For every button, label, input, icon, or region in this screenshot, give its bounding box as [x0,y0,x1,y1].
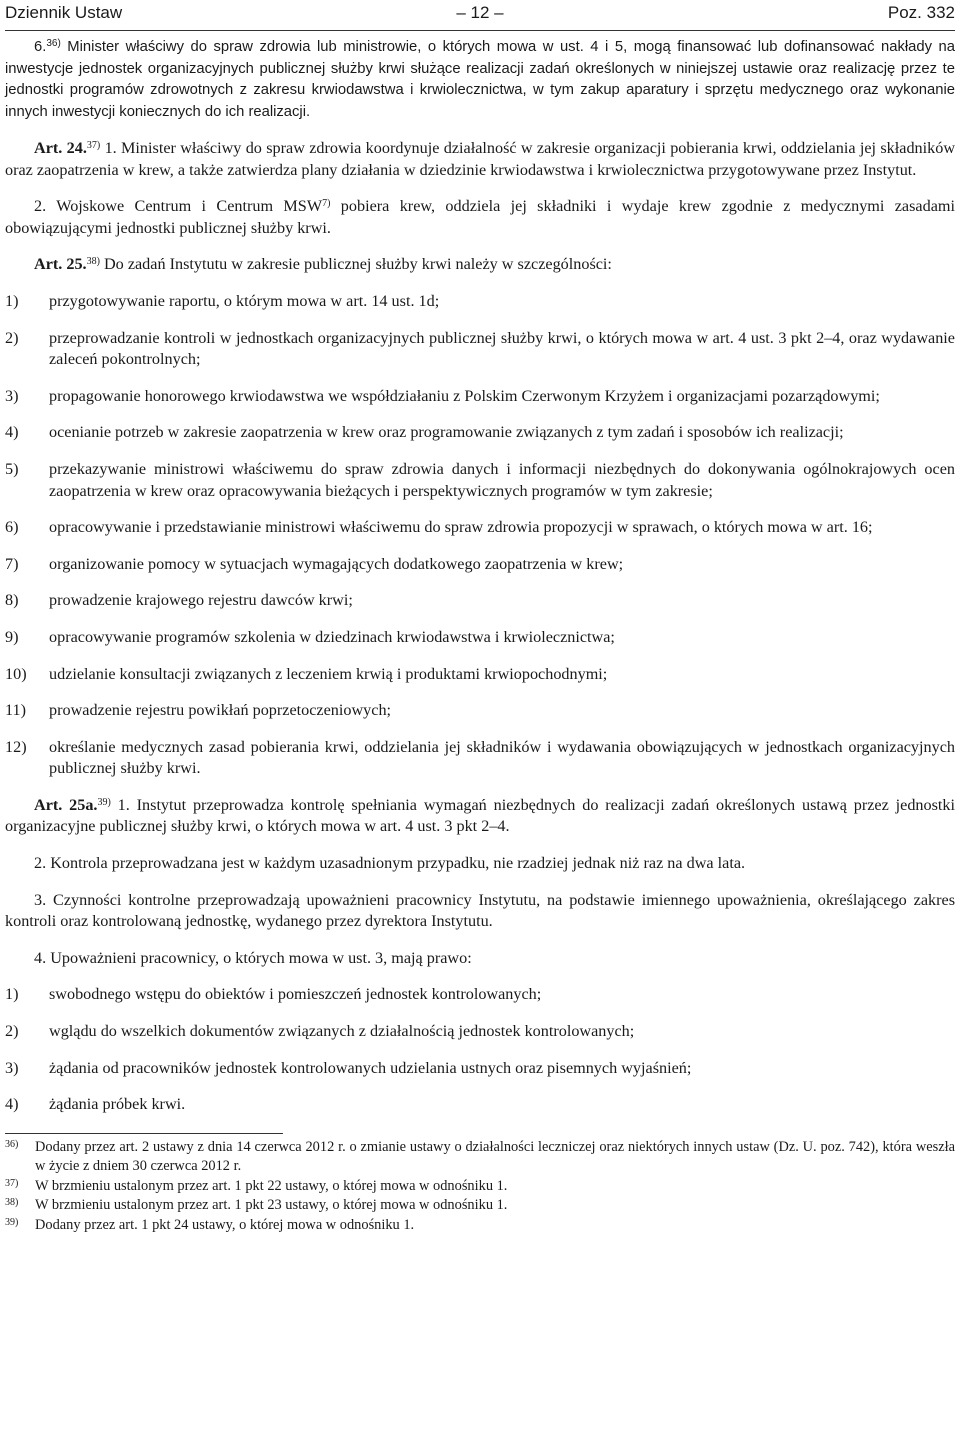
item-text: prowadzenie krajowego rejestru dawców krwi; [49,591,353,610]
item-text: przekazywanie ministrowi właściwemu do spraw zdrowia danych i informacji niezbędnych do dokonywania ogólnokrajowych ocen zaopatrzenia w krew oraz opracowywania bieżących i perspektywicznych programów w tym zakresie; [49,459,955,500]
item-text: określanie medycznych zasad pobierania krwi, oddzielania jej składników i wydawania obowiązujących w jednostkach organizacyjnych publicznej służby krwi. [49,737,955,778]
article-25a-para-1 [5,795,955,838]
document-body [5,31,955,1235]
footnote-ref: 37) [86,140,101,151]
article-25a-para-3: 3. Czynności kontrolne przeprowadzają upoważnieni pracownicy Instytutu, na podstawie imiennego upoważnienia, określającego zakres kontroli oraz kontrolowaną jednostkę, wydanego przez dyrektora Instytutu. [5,890,955,931]
list-item [5,459,955,502]
paragraph-text: pobiera krew, oddziela jej składniki i wydaje krew zgodnie z medycznymi zasadami obowiązującymi jednostki publicznej służby krwi. [5,197,955,237]
footnotes [5,1138,955,1236]
paragraph-number: 6. [34,39,47,55]
item-text: propagowanie honorowego krwiodawstwa we współdziałaniu z Polskim Czerwonym Krzyżem i organizacjami pozarządowymi; [49,386,880,405]
item-number: 10) [5,664,27,683]
article-label: Art. 24. [34,139,87,157]
item-text: opracowywanie i przedstawianie ministrowi właściwemu do spraw zdrowia propozycji w sprawach, o których mowa w art. 16; [49,518,873,537]
list-item [5,984,955,1006]
journal-title: Dziennik Ustaw [5,3,123,22]
article-25a-list [5,984,955,1115]
article-25-list [5,291,955,780]
item-number: 4) [5,1095,19,1114]
paragraph-text: Do zadań Instytutu w zakresie publicznej służby krwi należy w szczególności: [99,255,612,274]
footnote-mark: 36) [5,1138,19,1150]
list-item [5,554,955,576]
item-text: swobodnego wstępu do obiektów i pomieszczeń jednostek kontrolowanych; [49,985,542,1004]
item-number: 11) [5,701,26,720]
item-number: 1) [5,985,19,1004]
item-number: 9) [5,627,19,646]
item-text: ocenianie potrzeb w zakresie zaopatrzenia w krew oraz programowanie związanych z tym zadań i sposobów ich realizacji; [49,423,844,442]
footnote-ref: 7) [322,198,331,210]
list-item [5,590,955,612]
article-label: Art. 25a. [34,795,98,814]
item-number: 2) [5,328,19,347]
paragraph-text: 1. Minister właściwy do spraw zdrowia koordynuje działalność w zakresie organizacji pobierania krwi, oddzielania jej składników oraz zaopatrzenia w krew, a także zatwierdza plany działania w dziedzinie krwiodawstwa i krwiolecznictwa przygotowywane przez Instytut. [5,139,956,179]
item-number: 12) [5,737,27,756]
article-25a-para-2: 2. Kontrola przeprowadzana jest w każdym uzasadnionym przypadku, nie rzadziej jednak niż raz na dwa lata. [34,854,746,873]
item-text: żądania próbek krwi. [49,1095,186,1114]
list-item [5,422,955,444]
list-item [5,737,955,780]
page-number: – 12 – [456,3,504,22]
list-item [5,700,955,722]
item-number: 2) [5,1022,19,1041]
footnote [5,1196,955,1216]
footnote-text: Dodany przez art. 1 pkt 24 ustawy, o której mowa w odnośniku 1. [35,1216,415,1233]
list-item [5,291,955,313]
footnote-text: W brzmieniu ustalonym przez art. 1 pkt 22 ustawy, o której mowa w odnośniku 1. [35,1177,508,1194]
list-item [5,386,955,408]
item-text: opracowywanie programów szkolenia w dziedzinach krwiodawstwa i krwiolecznictwa; [49,627,615,646]
article-24-para-2 [5,196,955,239]
footnote-text: Dodany przez art. 2 ustawy z dnia 14 czerwca 2012 r. o zmianie ustawy o działalności leczniczej oraz niektórych innych ustaw (Dz. U. poz. 742), która weszła w życie z dniem 30 czerwca 2012 r. [35,1138,955,1175]
footnote-ref: 36) [46,38,61,49]
item-text: żądania od pracowników jednostek kontrolowanych udzielania ustnych oraz pisemnych wyjaśnień; [49,1058,692,1077]
article-label: Art. 25. [34,255,87,274]
footnote-mark: 37) [5,1177,19,1189]
footnote-mark: 38) [5,1197,19,1209]
item-number: 1) [5,291,19,310]
list-item [5,627,955,649]
item-text: wglądu do wszelkich dokumentów związanych z działalnością jednostek kontrolowanych; [49,1022,635,1041]
item-text: organizowanie pomocy w sytuacjach wymagających dodatkowego zaopatrzenia w krew; [49,554,624,573]
footnote-divider [5,1133,283,1134]
item-number: 3) [5,1058,19,1077]
footnote-ref: 39) [97,796,111,808]
position-number: Poz. 332 [887,3,955,22]
article-25a-para-4: 4. Upoważnieni pracownicy, o których mowa w ust. 3, mają prawo: [34,948,472,967]
footnote [5,1138,955,1177]
list-item [5,328,955,371]
item-number: 8) [5,591,19,610]
item-number: 3) [5,386,19,405]
footnote-ref: 38) [86,256,100,268]
list-item [5,1021,955,1043]
paragraph-text: 2. Wojskowe Centrum i Centrum MSW [34,197,323,216]
paragraph-6 [5,37,955,123]
article-25-intro [5,254,955,276]
footnote-text: W brzmieniu ustalonym przez art. 1 pkt 23 ustawy, o której mowa w odnośniku 1. [35,1197,508,1214]
list-item [5,664,955,686]
paragraph-text: 1. Instytut przeprowadza kontrolę spełniania wymagań niezbędnych do realizacji zadań określonych ustawą przez jednostki organizacyjne publicznej służby krwi, o których mowa w art. 4 ust. 3 pkt 2–4. [5,795,955,836]
paragraph-text: Minister właściwy do spraw zdrowia lub ministrowie, o których mowa w ust. 4 i 5, mogą finansować lub dofinansować nakłady na inwestycje jednostek organizacyjnych publicznej służby krwi służące realizacji zadań określonych w niniejszej ustawie oraz realizację przez te jednostki programów zdrowotnych z zakresu krwiodawstwa i krwiolecznictwa, w tym zakup aparatury i sprzętu medycznego oraz wykonanie innych inwestycji koniecznych do ich realizacji. [5,39,955,120]
list-item [5,1094,955,1116]
footnote [5,1177,955,1197]
footnote-mark: 39) [5,1216,19,1228]
page-header [5,0,955,31]
footnote [5,1216,955,1236]
item-number: 4) [5,423,19,442]
item-number: 5) [5,459,19,478]
item-number: 6) [5,518,19,537]
item-text: przygotowywanie raportu, o którym mowa w art. 14 ust. 1d; [49,291,440,310]
list-item [5,1058,955,1080]
item-text: prowadzenie rejestru powikłań poprzetoczeniowych; [49,701,392,720]
list-item [5,517,955,539]
item-text: przeprowadzanie kontroli w jednostkach organizacyjnych publicznej służby krwi, o których mowa w art. 4 ust. 3 pkt 2–4, oraz wydawanie zaleceń pokontrolnych; [49,328,955,369]
article-24-para-1 [5,138,955,181]
item-number: 7) [5,554,19,573]
item-text: udzielanie konsultacji związanych z leczeniem krwią i produktami krwiopochodnymi; [49,664,608,683]
